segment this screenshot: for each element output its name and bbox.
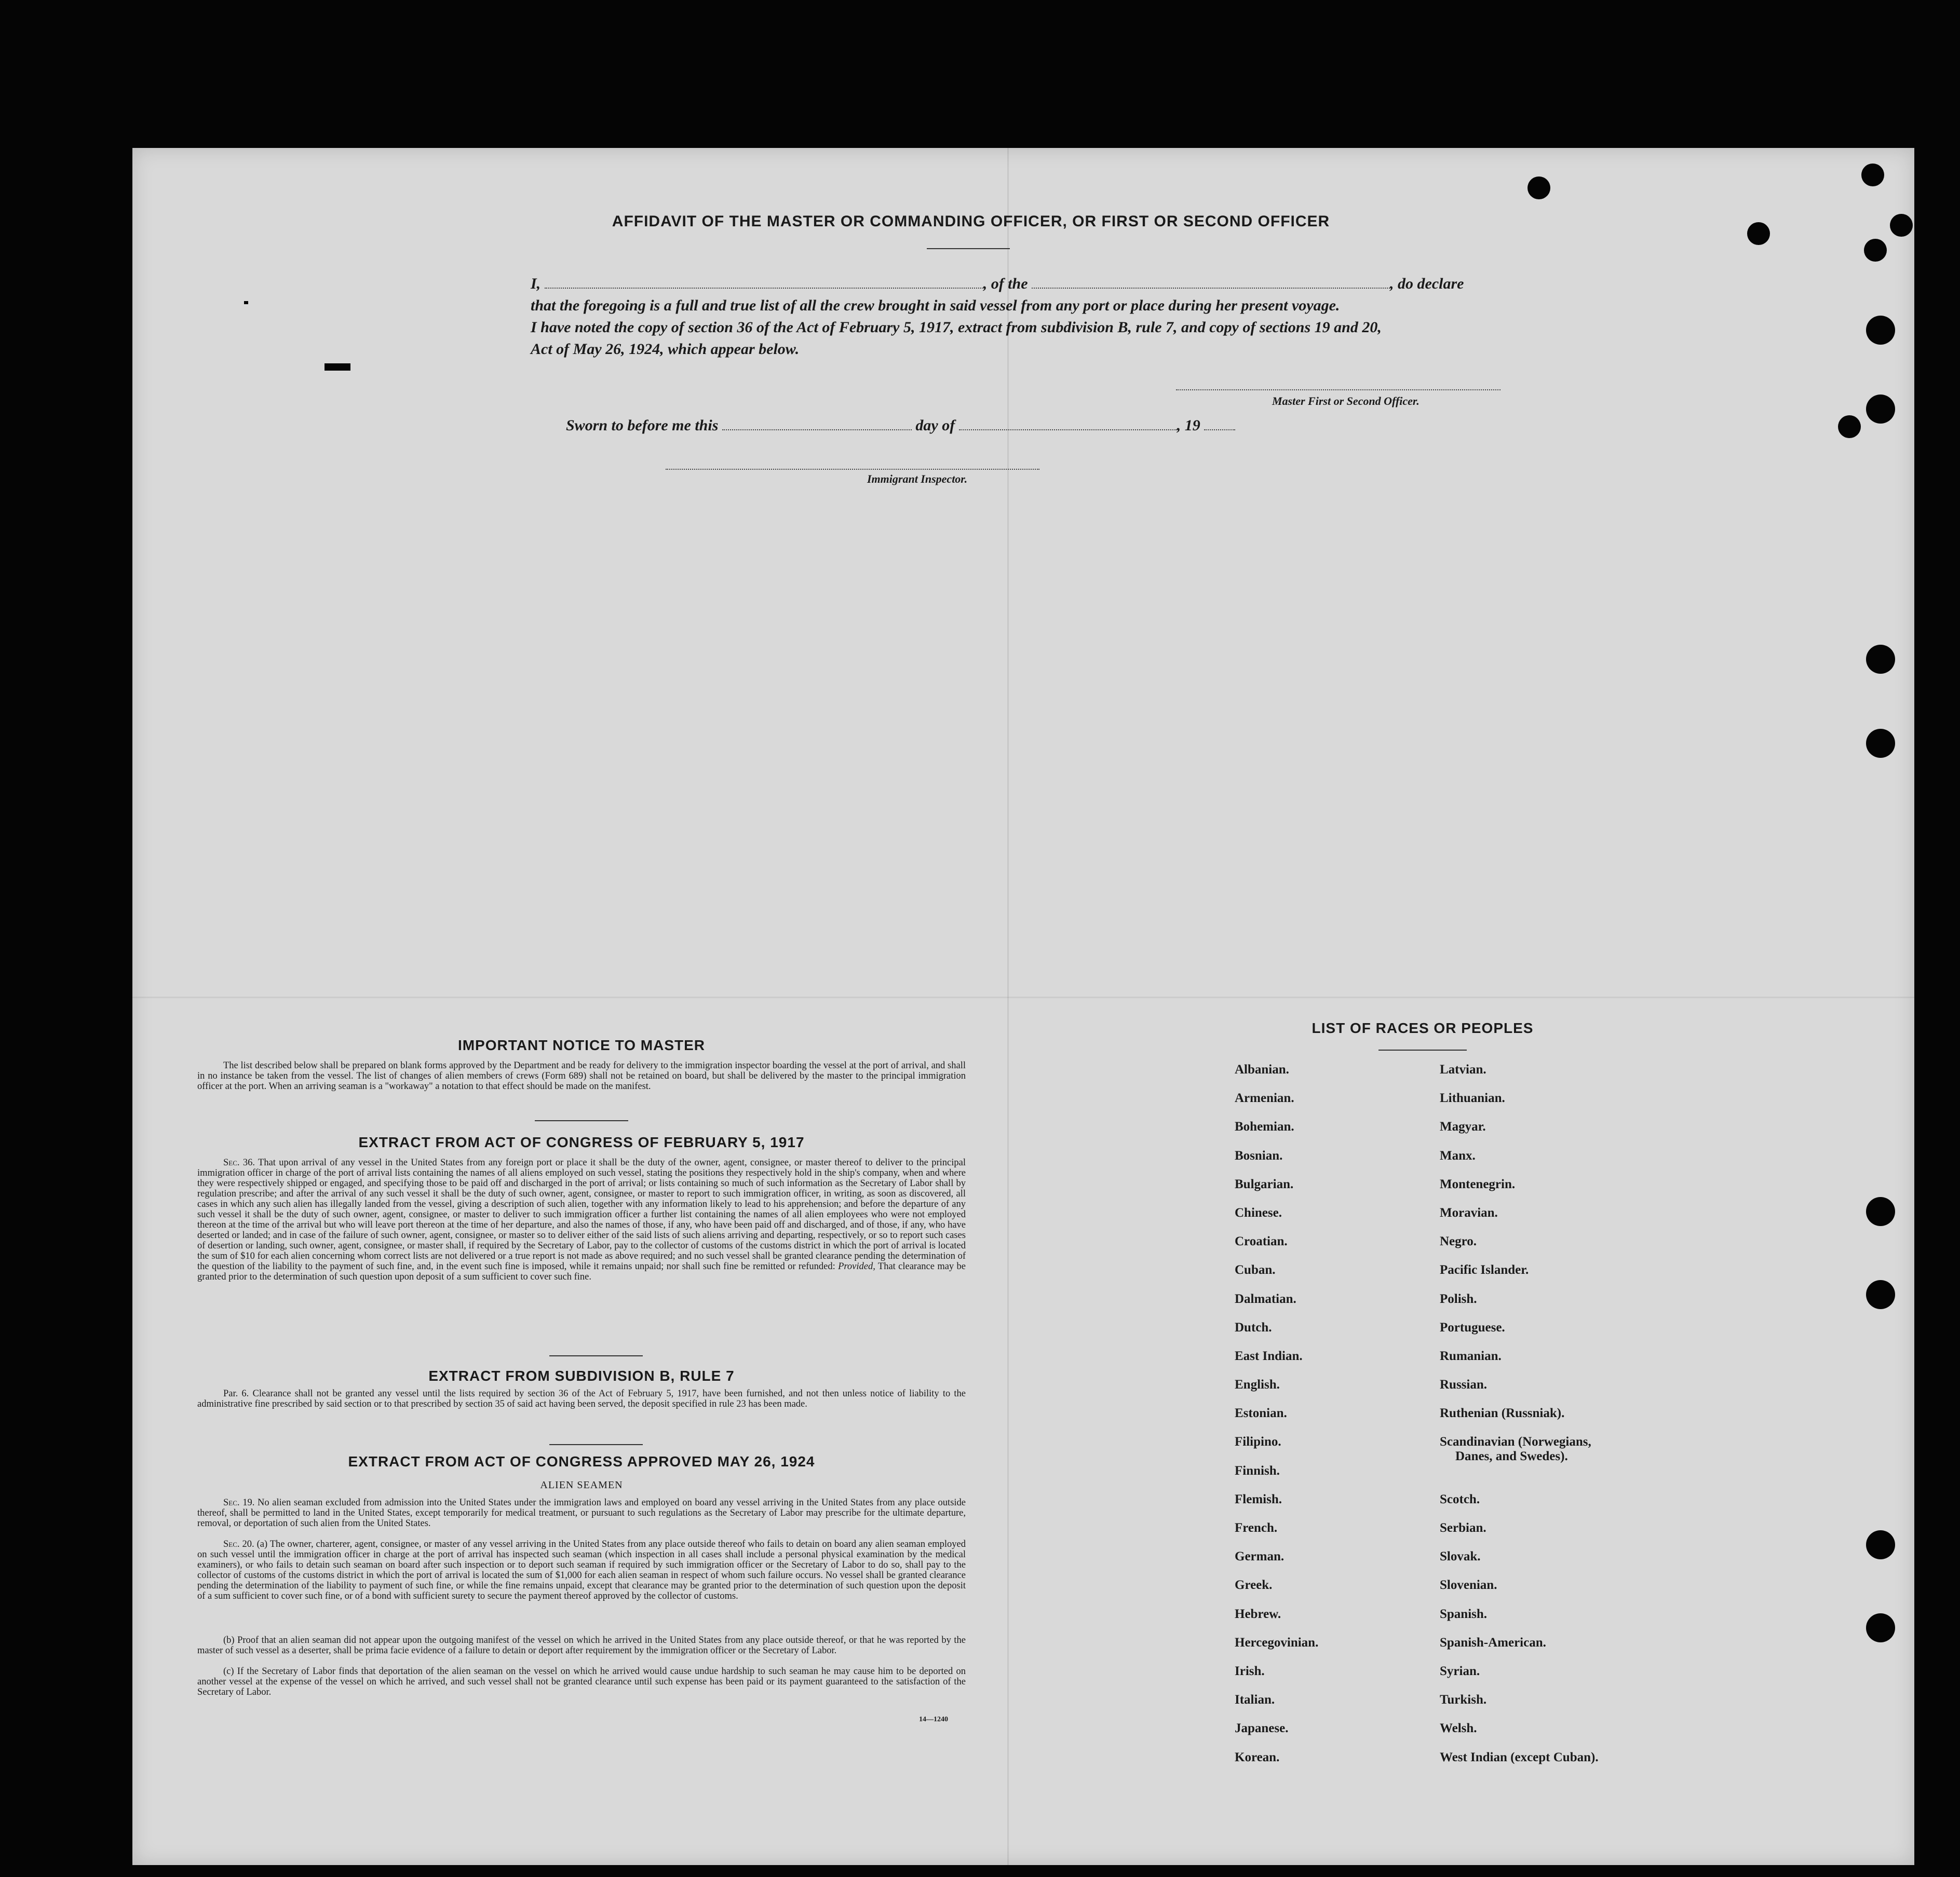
- race-item: West Indian (except Cuban).: [1440, 1750, 1599, 1764]
- master-signature-line[interactable]: [1176, 389, 1501, 390]
- race-item: Syrian.: [1440, 1664, 1480, 1678]
- affidavit-line-4: Act of May 26, 1924, which appear below.: [531, 341, 800, 358]
- ink-mark: [244, 301, 248, 304]
- affidavit-line-3: I have noted the copy of section 36 of the Act of February 5, 1917, extract from subdivision B, rule 7, and copy of sections 19 and 20,: [531, 319, 1382, 336]
- form-number: 14—1240: [919, 1716, 948, 1723]
- race-item: Rumanian.: [1440, 1349, 1502, 1363]
- affidavit-declare: , do declare: [1390, 275, 1464, 292]
- race-item: Lithuanian.: [1440, 1091, 1505, 1106]
- affidavit-of-the: , of the: [983, 275, 1028, 292]
- master-signature-label: Master First or Second Officer.: [1272, 395, 1420, 407]
- provided-word: Provided,: [838, 1261, 875, 1272]
- race-item: Irish.: [1235, 1664, 1265, 1678]
- race-item: Chinese.: [1235, 1205, 1282, 1220]
- race-item: Finnish.: [1235, 1463, 1280, 1478]
- race-item: German.: [1235, 1549, 1285, 1564]
- affidavit-line-1: [531, 275, 1464, 293]
- punch-hole-mark: [1861, 164, 1884, 186]
- race-item: Polish.: [1440, 1291, 1477, 1306]
- punch-hole-mark: [1866, 395, 1895, 424]
- races-column-2: [1440, 1063, 1658, 1779]
- punch-hole-mark: [1866, 1280, 1895, 1309]
- race-item: Japanese.: [1235, 1721, 1289, 1736]
- rule-7-text: Par. 6. Clearance shall not be granted any vessel until the lists required by section 36 of the Act of February 5, 1917, have been furnished, and not then unless notice of liability to the administrative fine prescribed by said section or to that prescribed by section 35 of said act having been served, the deposit specified in rule 23 has been made.: [197, 1389, 966, 1409]
- punch-hole-mark: [1866, 1197, 1895, 1226]
- sec-36-body: That upon arrival of any vessel in the United States from any foreign port or place it shall be the duty of the owner, agent, consignee, or master thereof to deliver to the principal immigration officer in charge of the port of arrival lists containing the names of all aliens employed on such vessel, stating the positions they respectively hold in the ship's company, when and where they were respectively shipped or engaged, and specifying those to be paid off and discharged in the port of arrival; or lists containing so much of such information as the Secretary of Labor shall by regulation prescribe; and after the arrival of any such vessel it shall be the duty of such owner, agent, consignee, or master to report to such immigration officer, in writing, as soon as discovered, all cases in which any such alien has illegally landed from the vessel, giving a description of such alien, together with any information likely to lead to his apprehension; and before the departure of any such vessel it shall be the duty of such owner, agent, consignee, or master to deliver to such immigration officer a further list containing the names of all alien employees who were not employed thereon at the time of the arrival but who will leave port thereon at the time of her departure, and also the names of those, if any, who have been paid off and discharged, and of those, if any, who have deserted or landed; and in case of the failure of such owner, agent, consignee, or master so to deliver either of the said lists of such aliens arriving and departing, respectively, or so to report such cases of desertion or landing, such owner, agent, consignee, or master shall, if required by the Secretary of Labor, pay to the collector of customs of the customs district in which the port of arrival is located the sum of $10 for each alien concerning whom correct lists are not delivered or a true report is not made as above required; and no such vessel shall be granted clearance pending the determination of the question of the liability to the payment of such fine, and, in the event such fine is imposed, while it remains unpaid; nor shall such fine be remitted or refunded:: [197, 1158, 966, 1272]
- sec-36-label: Sec. 36.: [223, 1158, 255, 1168]
- race-item: Spanish.: [1440, 1607, 1488, 1621]
- race-item: Bulgarian.: [1235, 1177, 1294, 1191]
- race-item: Montenegrin.: [1440, 1177, 1516, 1191]
- notice-title: IMPORTANT NOTICE TO MASTER: [457, 1037, 706, 1053]
- race-item: Croatian.: [1235, 1234, 1288, 1249]
- punch-hole-mark: [1528, 176, 1550, 199]
- sec-19-text: [197, 1498, 966, 1529]
- sec-36-end: That clearance may be granted prior to the determination of such question upon deposit of a sum sufficient to cover such fine.: [197, 1261, 966, 1282]
- section-divider: [549, 1444, 643, 1445]
- punch-hole-mark: [1866, 729, 1895, 758]
- race-item: Hercegovinian.: [1235, 1635, 1319, 1650]
- rule-7-title: EXTRACT FROM SUBDIVISION B, RULE 7: [428, 1368, 735, 1384]
- race-item: Portuguese.: [1440, 1320, 1505, 1335]
- races-column-1: [1235, 1063, 1318, 1779]
- sec-20c-text: (c) If the Secretary of Labor finds that deportation of the alien seaman on the vessel on which he arrived would cause undue hardship to such seaman he may cause him to be deported on another vessel at the expense of the vessel on which he arrived, and such vessel shall not be granted clearance until such expense has been paid or its payment guaranteed to the satisfaction of the Secretary of Labor.: [197, 1666, 966, 1697]
- race-item: Cuban.: [1235, 1263, 1276, 1277]
- affidavit-title: AFFIDAVIT OF THE MASTER OR COMMANDING OFFICER, OR FIRST OR SECOND OFFICER: [612, 213, 1330, 230]
- race-item: Albanian.: [1235, 1063, 1289, 1077]
- sec-20a-text: [197, 1539, 966, 1601]
- inspector-signature-line[interactable]: [666, 469, 1039, 470]
- day-of-text: day of: [915, 417, 955, 434]
- race-item-scandinavian-line-2: Danes, and Swedes).: [1455, 1449, 1568, 1464]
- race-item: Armenian.: [1235, 1091, 1294, 1106]
- punch-hole-mark: [1838, 415, 1861, 438]
- sec-20a-body: (a) The owner, charterer, agent, consignee, or master of any vessel arriving in the United States from any place outside thereof who fails to detain on board any alien seaman employed on such vessel until the immigration officer in charge at the port of arrival has inspected such seaman (which inspection in all cases shall include a personal physical examination by the medical examiners), or who fails to detain such seaman on board after such inspection or to deport such seaman if required by such immigration officer or the Secretary of Labor to do so, shall pay to the collector of customs of the customs district in which the port of arrival is located the sum of $1,000 for each alien seaman in respect of whom such failure occurs. No vessel shall be granted clearance pending the determination of the liability to payment of such fine, or while the fine remains unpaid, except that clearance may be granted prior to the determination of such question upon the deposit of a sum sufficient to cover such fine, or of a bond with sufficient surety to secure the payment thereof approved by the collector of customs.: [197, 1539, 966, 1601]
- affidavit-line-2: that the foregoing is a full and true list of all the crew brought in said vessel from any port or place during her present voyage.: [531, 297, 1340, 314]
- sworn-year-blank[interactable]: [1204, 420, 1235, 430]
- sec-19-body: No alien seaman excluded from admission into the United States under the immigration laws and employed on board any vessel arriving in the United States from any place outside thereof, shall be permitted to land in the United States, except temporarily for medical treatment, or pursuant to such regulations as the Secretary of Labor may prescribe for the ultimate departure, removal, or deportation of such alien from the United States.: [197, 1498, 966, 1529]
- race-item: Korean.: [1235, 1750, 1280, 1764]
- sworn-month-blank[interactable]: [959, 420, 1177, 430]
- sec-19-label: Sec. 19.: [223, 1498, 255, 1508]
- race-item-scandinavian: [1440, 1435, 1658, 1492]
- name-blank[interactable]: [545, 278, 983, 289]
- punch-hole-mark: [1866, 316, 1895, 345]
- sworn-day-blank[interactable]: [722, 420, 912, 430]
- punch-hole-mark: [1747, 222, 1770, 245]
- punch-hole-mark: [1864, 239, 1887, 262]
- race-item: Dutch.: [1235, 1320, 1272, 1335]
- race-item: Negro.: [1440, 1234, 1477, 1249]
- race-item: Serbian.: [1440, 1521, 1486, 1535]
- race-item: Greek.: [1235, 1578, 1273, 1593]
- fold-crease-vertical: [1007, 148, 1009, 1865]
- affidavit-i: I,: [531, 275, 541, 292]
- title-underline: [927, 248, 1010, 249]
- race-item: Russian.: [1440, 1378, 1488, 1392]
- ink-mark: [325, 363, 350, 371]
- race-item: East Indian.: [1235, 1349, 1303, 1363]
- race-item: Moravian.: [1440, 1205, 1498, 1220]
- year-prefix: , 19: [1177, 417, 1200, 434]
- race-item-scandinavian-line-1: Scandinavian (Norwegians,: [1440, 1435, 1591, 1449]
- sworn-text: Sworn to before me this: [566, 417, 719, 434]
- race-item: Scotch.: [1440, 1492, 1480, 1506]
- race-item: Dalmatian.: [1235, 1291, 1296, 1306]
- race-item: Bohemian.: [1235, 1120, 1294, 1134]
- extract-1924-title: EXTRACT FROM ACT OF CONGRESS APPROVED MAY 26, 1924: [348, 1453, 815, 1470]
- race-item: Flemish.: [1235, 1492, 1282, 1506]
- race-item: Latvian.: [1440, 1063, 1486, 1077]
- race-item: Pacific Islander.: [1440, 1263, 1529, 1277]
- extract-1917-title: EXTRACT FROM ACT OF CONGRESS OF FEBRUARY 5, 1917: [358, 1134, 805, 1150]
- race-item: Bosnian.: [1235, 1148, 1283, 1163]
- punch-hole-mark: [1866, 1613, 1895, 1642]
- sec-20-label: Sec. 20.: [223, 1539, 254, 1549]
- inspector-signature-label: Immigrant Inspector.: [867, 472, 968, 485]
- punch-hole-mark: [1890, 214, 1913, 237]
- race-item: Filipino.: [1235, 1435, 1281, 1449]
- sworn-line: [566, 417, 1235, 434]
- race-item: Estonian.: [1235, 1406, 1287, 1421]
- notice-text: The list described below shall be prepared on blank forms approved by the Department and be ready for delivery to the immigration inspector boarding the vessel at the port of arrival, and shall in no instance be taken from the vessel. The list of changes of alien members of crews (Form 689) shall not be retained on board, but shall be delivered by the master to the principal immigration officer at the port. When an arriving seaman is a "workaway" a notation to that effect should be made on the manifest.: [197, 1060, 966, 1092]
- races-title-underline: [1378, 1050, 1467, 1051]
- race-item: Hebrew.: [1235, 1607, 1281, 1621]
- alien-seamen-subtitle: ALIEN SEAMEN: [540, 1479, 623, 1491]
- race-item: Ruthenian (Russniak).: [1440, 1406, 1565, 1421]
- punch-hole-mark: [1866, 645, 1895, 674]
- race-item: Manx.: [1440, 1148, 1476, 1163]
- section-divider: [549, 1355, 643, 1356]
- race-item: Italian.: [1235, 1693, 1275, 1707]
- race-item: Magyar.: [1440, 1120, 1486, 1134]
- punch-hole-mark: [1866, 1530, 1895, 1559]
- extract-1917-text: [197, 1158, 966, 1282]
- race-item: French.: [1235, 1521, 1278, 1535]
- races-title: LIST OF RACES OR PEOPLES: [1312, 1020, 1534, 1036]
- sec-20b-text: (b) Proof that an alien seaman did not appear upon the outgoing manifest of the vessel on which he arrived in the United States from any place outside thereof, or that he was reported by the master of such vessel as a deserter, shall be prima facie evidence of a failure to detain or deport after requirement by the immigration officer or the Secretary of Labor.: [197, 1635, 966, 1656]
- section-divider: [535, 1120, 628, 1121]
- race-item: Welsh.: [1440, 1721, 1477, 1736]
- race-item: Slovenian.: [1440, 1578, 1497, 1593]
- race-item: Slovak.: [1440, 1549, 1481, 1564]
- vessel-blank[interactable]: [1032, 278, 1390, 289]
- fold-crease-horizontal: [132, 997, 1914, 998]
- race-item: English.: [1235, 1378, 1280, 1392]
- race-item: Spanish-American.: [1440, 1635, 1546, 1650]
- race-item: Turkish.: [1440, 1693, 1487, 1707]
